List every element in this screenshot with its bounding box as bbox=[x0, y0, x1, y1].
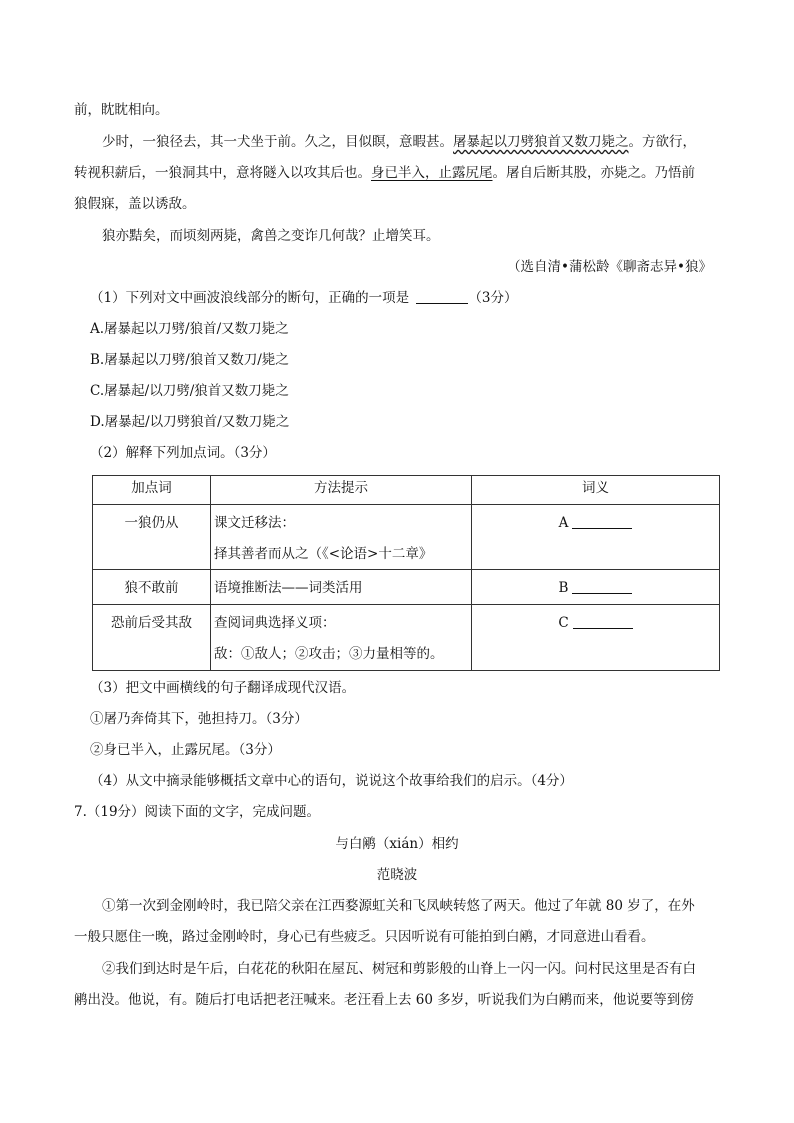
table-header-row bbox=[93, 476, 720, 505]
passage-text: 。方欲行， bbox=[628, 134, 696, 150]
question-stem: （2）解释下列加点词。（3分） bbox=[90, 445, 276, 461]
question-score: （3分） bbox=[468, 290, 518, 306]
table-header: 加点词 bbox=[93, 476, 211, 505]
option-c: C.屠暴起/以刀劈/狼首又数刀毙之 bbox=[90, 383, 289, 399]
passage-text: 转视积薪后，一狼洞其中，意将隧入以攻其后也。 bbox=[74, 165, 371, 181]
question-item: ①屠乃奔倚其下，弛担持刀。（3分） bbox=[90, 711, 308, 727]
table-cell bbox=[472, 570, 720, 605]
option-a: A.屠暴起以刀劈/狼首/又数刀毙之 bbox=[90, 321, 289, 337]
article-line: ②我们到达时是午后，白花花的秋阳在屋瓦、树冠和剪影般的山脊上一闪一闪。问村民这里是否有白 bbox=[102, 961, 696, 977]
method-text: 课文迁移法： bbox=[214, 515, 295, 531]
method-text: 敌：①敌人；②攻击；③力量相等的。 bbox=[214, 646, 444, 662]
word-table bbox=[92, 475, 720, 671]
table-row bbox=[93, 605, 720, 671]
answer-blank[interactable] bbox=[573, 614, 633, 629]
answer-blank[interactable] bbox=[572, 514, 632, 529]
answer-label: B bbox=[558, 580, 569, 596]
question-stem: 7.（19分）阅读下面的文字，完成问题。 bbox=[74, 804, 321, 820]
question-stem: （3）把文中画横线的句子翻译成现代汉语。 bbox=[90, 680, 356, 696]
option-b: B.屠暴起以刀劈/狼首又数刀/毙之 bbox=[90, 352, 289, 368]
passage-source: （选自清•蒲松龄《聊斋志异•狼》 bbox=[507, 259, 712, 275]
table-cell bbox=[472, 605, 720, 671]
table-cell bbox=[93, 570, 211, 605]
method-text: 语境推断法——词类活用 bbox=[214, 580, 363, 596]
table-row bbox=[93, 505, 720, 570]
table-cell bbox=[93, 505, 211, 570]
passage-line: 狼亦黠矣，而顷刻两毙，禽兽之变诈几何哉？止增笑耳。 bbox=[102, 228, 440, 244]
article-title: 与白鹇（xián）相约 bbox=[335, 836, 459, 852]
table-header: 方法提示 bbox=[211, 476, 472, 505]
article-line: 一般只愿住一晚，路过金刚岭时，身心已有些疲乏。只因听说有可能拍到白鹇，才同意进山看看。 bbox=[74, 929, 655, 945]
table-cell bbox=[472, 505, 720, 570]
option-d: D.屠暴起/以刀劈狼首/又数刀毙之 bbox=[90, 414, 290, 430]
passage-text: 少时，一狼径去，其一犬坐于前。久之，目似瞑，意暇甚。 bbox=[102, 134, 453, 150]
answer-blank[interactable] bbox=[416, 289, 468, 304]
word-text: 狼不敢前 bbox=[124, 580, 179, 596]
passage-line: 狼假寐，盖以诱敌。 bbox=[74, 196, 196, 212]
table-cell bbox=[211, 570, 472, 605]
passage-line: 前，眈眈相向。 bbox=[74, 102, 169, 118]
answer-label: C bbox=[558, 615, 569, 631]
underlined-sentence: 身已半入，止露尻尾 bbox=[371, 165, 493, 181]
table-cell bbox=[211, 505, 472, 570]
table-cell bbox=[93, 605, 211, 671]
passage-line bbox=[74, 163, 695, 183]
table-cell bbox=[211, 605, 472, 671]
article-line: ①第一次到金刚岭时，我已陪父亲在江西婺源虹关和飞凤峡转悠了两天。他过了年就 80 岁了，在外 bbox=[102, 898, 695, 914]
question-stem: （4）从文中摘录能够概括文章中心的语句，说说这个故事给我们的启示。（4分） bbox=[90, 773, 573, 789]
answer-blank[interactable] bbox=[572, 579, 632, 594]
passage-text: 。屠自后断其股，亦毙之。乃悟前 bbox=[492, 165, 695, 181]
question-item: ②身已半入，止露尻尾。（3分） bbox=[90, 742, 281, 758]
table-header: 词义 bbox=[472, 476, 720, 505]
method-text: 查阅词典选择义项： bbox=[214, 615, 336, 631]
article-author: 范晓波 bbox=[376, 867, 418, 883]
question-stem bbox=[90, 288, 517, 308]
table-row bbox=[93, 570, 720, 605]
word-text: 恐前后受其敌 bbox=[111, 615, 192, 631]
wavy-underlined-sentence: 屠暴起以刀劈狼首又数刀毙之 bbox=[453, 134, 629, 150]
question-text: （1）下列对文中画波浪线部分的断句，正确的一项是 bbox=[90, 290, 410, 306]
article-line: 鹇出没。他说，有。随后打电话把老汪喊来。老汪看上去 60 多岁，听说我们为白鹇而来，他说要等到傍 bbox=[74, 992, 694, 1008]
answer-label: A bbox=[558, 515, 569, 531]
method-text: 择其善者而从之（《<论语>十二章》 bbox=[214, 546, 433, 562]
passage-line bbox=[102, 132, 696, 152]
word-text: 一狼仍从 bbox=[124, 515, 179, 531]
